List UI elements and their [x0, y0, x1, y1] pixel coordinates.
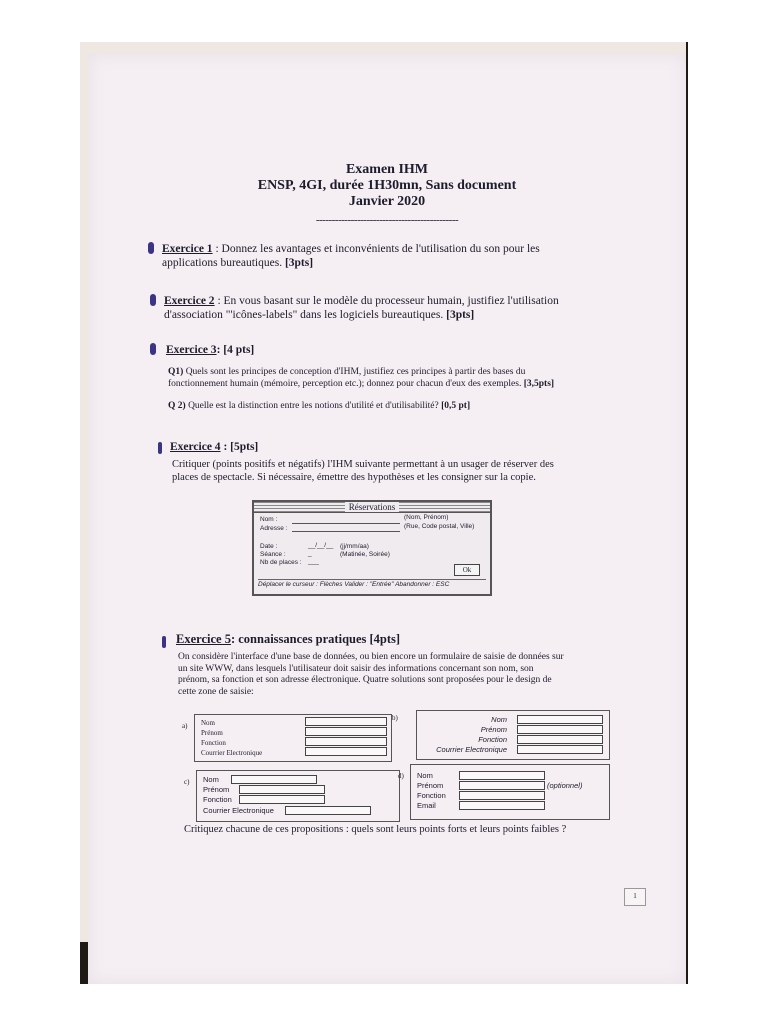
exam-date: Janvier 2020 — [348, 194, 426, 209]
exercise-2-points: [3pts] — [446, 309, 475, 321]
form-a-label: Prénom — [201, 729, 223, 737]
exercise-2 — [164, 294, 684, 322]
form-d-input[interactable] — [459, 771, 545, 780]
form-b-label: Fonction — [478, 735, 507, 744]
seance-hint: (Matinée, Soirée) — [340, 551, 390, 558]
date-label: Date : — [260, 543, 278, 550]
form-a-input[interactable] — [305, 737, 387, 746]
exercise-5-question: Critiquez chacune de ces propositions : quels sont leurs points forts et leurs points faibles ? — [184, 824, 567, 835]
exercise-4-statement — [172, 458, 688, 484]
exercise-5-statement — [178, 652, 684, 698]
form-b — [416, 710, 610, 760]
exercise-4-text-2: places de spectacle. Si nécessaire, émettre des hypothèses et les consigner sur la copie. — [172, 472, 536, 483]
exercise-2-text: : En vous basant sur le modèle du processeur humain, justifiez l'utilisation — [214, 295, 559, 307]
ok-button[interactable]: Ok — [454, 564, 480, 576]
photo-frame — [80, 42, 688, 984]
dialog-title: Réservations — [345, 502, 400, 512]
form-d-input[interactable] — [459, 781, 545, 790]
exam-sheet — [88, 54, 686, 984]
form-b-letter: b) — [392, 714, 398, 722]
exercise-4-points: : [5pts] — [220, 441, 259, 453]
form-d-letter: d) — [398, 772, 404, 780]
q1-text: Quels sont les principes de conception d'IHM, justifiez ces principes à partir des bases du — [183, 367, 526, 377]
header-separator: --------------------------------------------- — [315, 214, 459, 226]
exercise-4 — [170, 440, 258, 454]
form-c-letter: c) — [184, 778, 190, 786]
form-a-label: Nom — [201, 719, 215, 727]
nom-label: Nom : — [260, 516, 278, 523]
dialog-footer: Déplacer le curseur : Flèches Valider : "Entrée" Abandonner : ESC — [258, 579, 486, 589]
form-d-label: Prénom — [417, 781, 444, 790]
exercise-5-text-4: cette zone de saisie: — [178, 686, 254, 697]
form-c-label: Fonction — [203, 795, 232, 804]
exercise-5-text-1: On considère l'interface d'une base de données, ou bien encore un formulaire de saisie de données sur — [178, 652, 564, 662]
q2-text: Quelle est la distinction entre les notions d'utilité et d'utilisabilité? — [185, 401, 442, 411]
form-b-input[interactable] — [517, 745, 603, 754]
exercise-4-text: Critiquer (points positifs et négatifs) l'IHM suivante permettant à un usager de réserver des — [172, 459, 554, 470]
form-c-input[interactable] — [231, 775, 317, 784]
form-a-label: Fonction — [201, 739, 226, 747]
exercise-2-text-2: d'association "'icônes-labels" dans les logiciels bureautiques. — [164, 309, 447, 321]
form-d-label: Fonction — [417, 791, 446, 800]
form-c-input[interactable] — [285, 806, 371, 815]
dialog-titlebar — [254, 502, 490, 513]
form-b-input[interactable] — [517, 725, 603, 734]
highlight-mark — [162, 636, 166, 648]
date-field[interactable]: __/__/__ — [308, 542, 334, 549]
form-c-label: Courrier Electronique — [203, 806, 274, 815]
form-b-input[interactable] — [517, 715, 603, 724]
form-a-input[interactable] — [305, 717, 387, 726]
highlight-mark — [148, 242, 154, 254]
q1-points: [3,5pts] — [523, 379, 555, 389]
q2-points: [0,5 pt] — [441, 401, 471, 411]
form-b-label: Prénom — [480, 725, 507, 734]
exercise-3-q2 — [168, 400, 688, 412]
exercise-1 — [162, 242, 682, 270]
nom-hint: (Nom, Prénom) — [404, 514, 449, 521]
nom-field[interactable] — [292, 523, 400, 524]
form-d-input[interactable] — [459, 791, 545, 800]
adresse-field[interactable] — [292, 531, 400, 532]
form-b-input[interactable] — [517, 735, 603, 744]
form-d — [410, 764, 610, 820]
q2-label: Q 2) — [168, 401, 186, 411]
exercise-1-label: Exercice 1 — [162, 243, 213, 255]
exercise-5 — [176, 632, 400, 647]
form-a-input[interactable] — [305, 747, 387, 756]
exercise-5-title: : connaissances pratiques [4pts] — [230, 632, 401, 646]
exercise-3-label: Exercice 3 — [166, 344, 217, 356]
reservation-dialog — [252, 500, 492, 596]
q1-text-2: fonctionnement humain (mémoire, perception etc.); donnez pour chacun d'eux des exemples. — [168, 379, 524, 389]
form-c-label: Prénom — [203, 785, 230, 794]
exercise-5-text-2: un site WWW, dans lesquels l'utilisateur doit saisir des informations concernant son nom, son — [178, 663, 534, 674]
exercise-3-q1 — [168, 366, 688, 390]
form-a — [194, 714, 392, 762]
exercise-1-text-2: applications bureautiques. — [162, 257, 285, 269]
exercise-4-label: Exercice 4 — [170, 441, 221, 453]
q1-label: Q1) — [168, 367, 184, 377]
form-c-label: Nom — [203, 775, 219, 784]
form-d-label: Email — [417, 801, 436, 810]
exercise-2-label: Exercice 2 — [164, 295, 215, 307]
seance-field[interactable]: _ — [308, 550, 312, 557]
form-c-input[interactable] — [239, 795, 325, 804]
adresse-label: Adresse : — [260, 525, 288, 532]
form-d-label: Nom — [417, 771, 433, 780]
form-a-label: Courrier Electronique — [201, 749, 263, 757]
places-label: Nb de places : — [260, 559, 302, 566]
form-d-optional: (optionnel) — [547, 781, 583, 790]
exercise-3-points: : [4 pts] — [216, 344, 255, 356]
exam-subtitle: ENSP, 4GI, durée 1H30mn, Sans document — [257, 178, 517, 193]
form-b-label: Courrier Electronique — [436, 745, 507, 754]
seance-label: Séance : — [260, 551, 286, 558]
highlight-mark — [150, 294, 156, 306]
form-c — [196, 770, 400, 822]
exercise-5-text-3: prénom, sa fonction et son adresse électronique. Quatre solutions sont proposées pour le design de — [178, 675, 552, 685]
page-number: 1 — [624, 888, 646, 906]
adresse-hint: (Rue, Code postal, Ville) — [404, 523, 475, 530]
exercise-5-label: Exercice 5 — [176, 632, 231, 646]
exercise-1-points: [3pts] — [284, 257, 314, 269]
form-c-input[interactable] — [239, 785, 325, 794]
places-field[interactable]: ___ — [308, 558, 319, 565]
form-d-input[interactable] — [459, 801, 545, 810]
exam-title: Examen IHM — [345, 162, 429, 177]
form-a-letter: a) — [182, 722, 188, 730]
exercise-1-text: : Donnez les avantages et inconvénients de l'utilisation du son pour les — [212, 243, 540, 255]
form-a-input[interactable] — [305, 727, 387, 736]
highlight-mark — [150, 343, 156, 355]
date-hint: (jj/mm/aa) — [340, 543, 369, 550]
exercise-3 — [166, 343, 254, 357]
form-b-label: Nom — [491, 715, 507, 724]
highlight-mark — [158, 442, 162, 454]
